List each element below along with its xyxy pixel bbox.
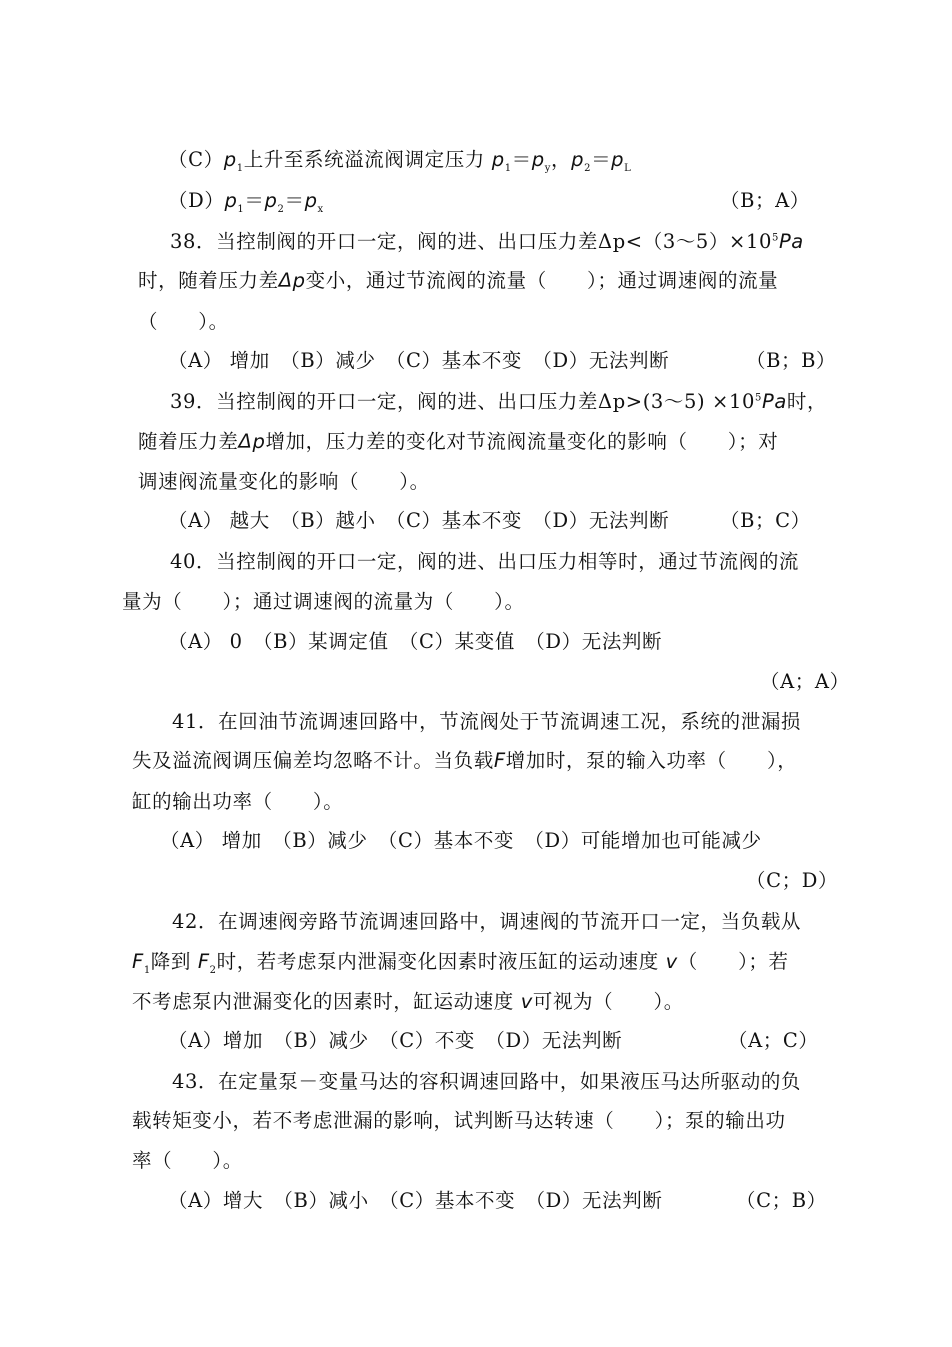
q38-line-1: 38．当控制阀的开口一定，阀的进、出口压力差$\Delta p<(3\sim 5)\times 10^5Pa$ [170, 230, 804, 253]
q41-options: （A） 增加 （B）减少 （C）基本不变 （D）可能增加也可能减少 [160, 829, 762, 852]
q38-options: （A） 增加 （B）减少 （C）基本不变 （D）无法判断 [168, 349, 670, 372]
q42-answer: （A；C） [728, 1029, 819, 1052]
q43-options: （A）增大 （B）减小 （C）基本不变 （D）无法判断 [168, 1189, 663, 1212]
q41-line-1: 41．在回油节流调速回路中，节流阀处于节流调速工况，系统的泄漏损 [172, 710, 802, 733]
q37-option-d: $(D)p_1=p_2=p_x$ [168, 189, 324, 215]
q37-answer: （B；A） [720, 189, 810, 212]
q38-line-3: （ ）。 [138, 310, 229, 333]
q39-line-2: 随着压力差Δp增加，压力差的变化对节流阀流量变化的影响（ ）；对 [138, 430, 779, 453]
q41-line-2: 失及溢流阀调压偏差均忽略不计。当负载F增加时，泵的输入功率（ ）， [132, 749, 798, 772]
q43-line-1: 43．在定量泵－变量马达的容积调速回路中，如果液压马达所驱动的负 [172, 1070, 802, 1093]
q39-options: （A） 越大 （B）越小 （C）基本不变 （D）无法判断 [168, 509, 670, 532]
q39-answer: （B；C） [720, 509, 811, 532]
q39-line-3: 调速阀流量变化的影响（ ）。 [138, 470, 430, 493]
q43-line-3: 率（ ）。 [132, 1149, 243, 1172]
q43-line-2: 载转矩变小，若不考虑泄漏的影响，试判断马达转速（ ）；泵的输出功 [132, 1109, 786, 1132]
q41-line-3: 缸的输出功率（ ）。 [132, 790, 344, 813]
q42-line-2: $F_1$降到 $F_2$时，若考虑泵内泄漏变化因素时液压缸的运动速度 v（ ）；若 [132, 950, 789, 976]
q40-line-1: 40．当控制阀的开口一定，阀的进、出口压力相等时，通过节流阀的流 [170, 550, 800, 573]
q38-line-2: 时，随着压力差Δp变小，通过节流阀的流量（ ）；通过调速阀的流量 [138, 269, 779, 292]
q40-line-2: 量为（ ）；通过调速阀的流量为（ ）。 [122, 590, 525, 613]
q42-options: （A）增加 （B）减少 （C）不变 （D）无法判断 [168, 1029, 623, 1052]
q42-line-1: 42．在调速阀旁路节流调速回路中，调速阀的节流开口一定，当负载从 [172, 910, 802, 933]
q37-option-c: $(C)p_1$上升至系统溢流阀调定压力 $p_1=p_y$，$p_2=p_L$ [168, 148, 632, 174]
q39-line-1: 39．当控制阀的开口一定，阀的进、出口压力差Δp>(3～5) $\times 10^5Pa$时， [170, 390, 828, 413]
q40-answer: （A；A） [760, 670, 850, 693]
q43-answer: （C；B） [736, 1189, 827, 1212]
q42-line-3: 不考虑泵内泄漏变化的因素时，缸运动速度 v可视为（ ）。 [132, 990, 684, 1013]
q38-answer: （B；B） [746, 349, 837, 372]
q41-answer: （C；D） [746, 869, 839, 892]
q40-options: （A） 0 （B）某调定值 （C）某变值 （D）无法判断 [168, 630, 663, 653]
